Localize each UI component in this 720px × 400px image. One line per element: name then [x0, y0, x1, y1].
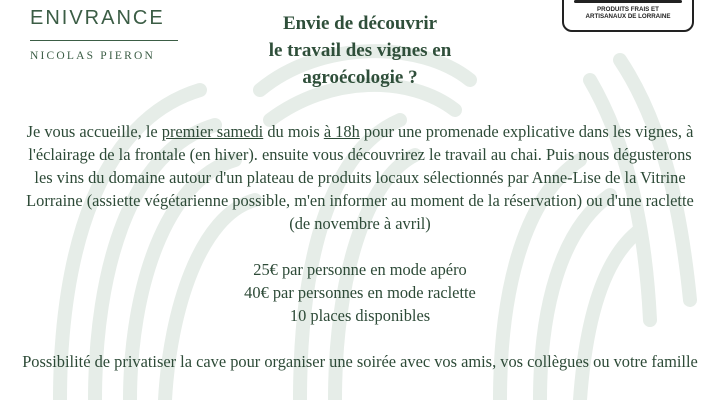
intro-time: à 18h — [323, 122, 360, 141]
price-list — [20, 258, 700, 327]
badge-line-1: PRODUITS FRAIS ET — [597, 6, 659, 13]
logo-subtitle: NICOLAS PIERON — [30, 50, 156, 62]
price-aperitif: 25€ par personne en mode apéro — [253, 260, 467, 279]
intro-text-3: pour une promenade explicative dans les vignes, à l'éclairage de la frontale (en hiver). ensuite vous découvrirez le travail au chai. Puis nous dégusterons les vins du domaine autour d'un plateau de produits locaux sélectionnés par Anne-Lise de la Vitrine Lorraine (assiette végétarienne possible, m'en informer au moment de la réservation) ou d'une raclette (de novembre à avril) — [26, 122, 694, 233]
price-raclette: 40€ par personnes en mode raclette — [244, 283, 476, 302]
logo-divider — [30, 40, 178, 41]
title-line-3: agroécologie ? — [302, 67, 418, 88]
intro-first-saturday: premier samedi — [161, 122, 264, 141]
main-content — [20, 120, 700, 373]
badge-line-2: ARTISANAUX DE LORRAINE — [585, 13, 671, 20]
badge-bar — [574, 0, 682, 3]
intro-paragraph — [20, 120, 700, 235]
page-title — [230, 10, 490, 91]
private-event-paragraph: Possibilité de privatiser la cave pour organiser une soirée avec vos amis, vos collègues ou votre famille — [22, 352, 698, 371]
logo — [30, 6, 180, 62]
title-line-2: le travail des vignes en — [268, 40, 452, 61]
intro-text-1: Je vous accueille, le — [26, 122, 162, 141]
partner-badge — [562, 0, 694, 32]
places-available: 10 places disponibles — [289, 306, 431, 325]
badge-text — [564, 6, 692, 20]
logo-name: ENIVRANCE — [30, 7, 165, 29]
intro-text-2: du mois — [263, 122, 324, 141]
title-line-1: Envie de découvrir — [282, 13, 438, 34]
